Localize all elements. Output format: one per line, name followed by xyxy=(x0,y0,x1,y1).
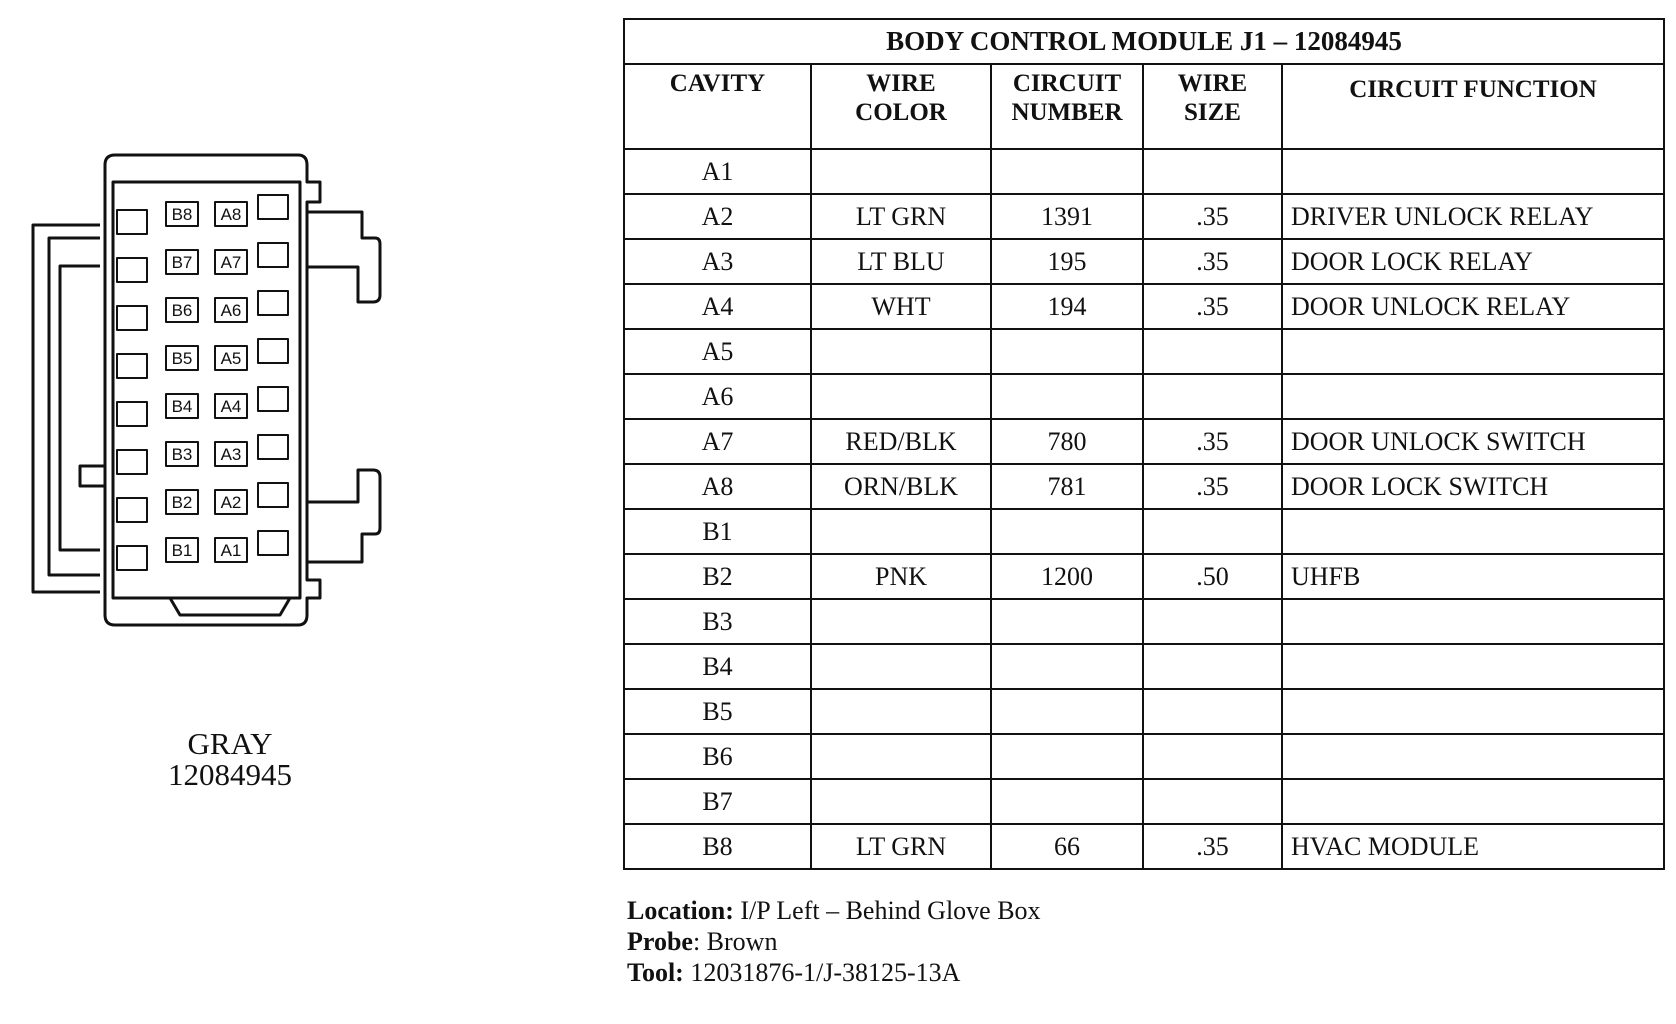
table-row xyxy=(624,419,1664,464)
pinout-table xyxy=(623,18,1665,870)
table-row xyxy=(624,464,1664,509)
cell-wire-color: LT GRN xyxy=(811,194,991,239)
empty-cavity xyxy=(258,291,288,315)
table-row xyxy=(624,644,1664,689)
pin-label-a6: A6 xyxy=(220,301,242,320)
tool-label: Tool: xyxy=(627,958,684,987)
cell-wire-size xyxy=(1143,329,1282,374)
cell-wire-color xyxy=(811,374,991,419)
cell-wire-color: ORN/BLK xyxy=(811,464,991,509)
cell-wire-color xyxy=(811,509,991,554)
header-wire-size xyxy=(1143,64,1282,149)
cell-wire-color: RED/BLK xyxy=(811,419,991,464)
cell-cavity: B5 xyxy=(624,689,811,734)
pin-label-b5: B5 xyxy=(171,349,193,368)
pin-label-a1: A1 xyxy=(220,541,242,560)
cell-wire-color xyxy=(811,779,991,824)
cell-wire-size: .35 xyxy=(1143,419,1282,464)
pin-grid xyxy=(117,195,288,570)
cell-circuit-number: 66 xyxy=(991,824,1143,869)
empty-cavity xyxy=(117,258,147,282)
cell-circuit-function xyxy=(1282,644,1664,689)
cell-circuit-number xyxy=(991,599,1143,644)
connector-bottom-notch xyxy=(170,598,290,615)
empty-cavity xyxy=(117,546,147,570)
connector-caption xyxy=(130,728,330,790)
cell-wire-size: .35 xyxy=(1143,239,1282,284)
cell-circuit-number xyxy=(991,779,1143,824)
cell-wire-size xyxy=(1143,509,1282,554)
cell-circuit-function xyxy=(1282,149,1664,194)
cell-wire-size xyxy=(1143,779,1282,824)
location-label: Location: xyxy=(627,896,734,925)
cell-circuit-function: DOOR LOCK SWITCH xyxy=(1282,464,1664,509)
table-row xyxy=(624,554,1664,599)
cell-cavity: B8 xyxy=(624,824,811,869)
header-circuit-number-line1: CIRCUIT xyxy=(1012,70,1122,97)
table-row xyxy=(624,824,1664,869)
table-row xyxy=(624,149,1664,194)
connector-outer-latch xyxy=(33,225,100,592)
cell-circuit-number: 1200 xyxy=(991,554,1143,599)
tool-value: 12031876-1/J-38125-13A xyxy=(683,958,961,987)
cell-cavity: A4 xyxy=(624,284,811,329)
pin-label-a5: A5 xyxy=(220,349,242,368)
connector-notes xyxy=(627,895,1041,988)
cell-circuit-number: 780 xyxy=(991,419,1143,464)
header-wire-size-line2: SIZE xyxy=(1184,99,1241,126)
pin-label-b4: B4 xyxy=(171,397,193,416)
empty-cavity xyxy=(117,450,147,474)
cell-circuit-function: DOOR UNLOCK SWITCH xyxy=(1282,419,1664,464)
header-wire-color-line1: WIRE xyxy=(866,70,936,97)
cell-wire-size xyxy=(1143,644,1282,689)
connector-color: GRAY xyxy=(187,726,273,761)
connector-right-ear-bottom xyxy=(307,470,380,562)
empty-cavity xyxy=(117,402,147,426)
cell-wire-size xyxy=(1143,599,1282,644)
location-line xyxy=(627,895,1041,926)
cell-cavity: A1 xyxy=(624,149,811,194)
header-wire-size-line1: WIRE xyxy=(1177,70,1248,97)
cell-wire-color xyxy=(811,149,991,194)
cell-circuit-function xyxy=(1282,374,1664,419)
cell-cavity: A6 xyxy=(624,374,811,419)
cell-cavity: B7 xyxy=(624,779,811,824)
cell-circuit-function: DRIVER UNLOCK RELAY xyxy=(1282,194,1664,239)
table-row xyxy=(624,779,1664,824)
header-cavity xyxy=(624,64,811,149)
cell-cavity: B1 xyxy=(624,509,811,554)
header-circuit-number xyxy=(991,64,1143,149)
cell-circuit-number xyxy=(991,329,1143,374)
tool-line xyxy=(627,957,1041,988)
probe-line xyxy=(627,926,1041,957)
pin-label-a8: A8 xyxy=(220,205,242,224)
cell-circuit-function: HVAC MODULE xyxy=(1282,824,1664,869)
cell-circuit-function xyxy=(1282,509,1664,554)
cell-circuit-function: DOOR LOCK RELAY xyxy=(1282,239,1664,284)
cell-wire-color: WHT xyxy=(811,284,991,329)
pin-label-b2: B2 xyxy=(171,493,193,512)
cell-circuit-number xyxy=(991,149,1143,194)
cell-circuit-number: 195 xyxy=(991,239,1143,284)
cell-circuit-function: DOOR UNLOCK RELAY xyxy=(1282,284,1664,329)
cell-circuit-function xyxy=(1282,734,1664,779)
cell-wire-color: LT BLU xyxy=(811,239,991,284)
cell-circuit-function xyxy=(1282,599,1664,644)
empty-cavity xyxy=(258,435,288,459)
table-title: BODY CONTROL MODULE J1 – 12084945 xyxy=(624,19,1664,64)
cell-wire-size: .50 xyxy=(1143,554,1282,599)
cell-wire-size xyxy=(1143,689,1282,734)
cell-wire-color xyxy=(811,329,991,374)
header-cavity-label: CAVITY xyxy=(669,70,766,97)
empty-cavity xyxy=(258,195,288,219)
connector-right-ear-top xyxy=(307,212,380,302)
cell-wire-color xyxy=(811,734,991,779)
cell-cavity: A3 xyxy=(624,239,811,284)
cell-wire-size xyxy=(1143,149,1282,194)
connector-inner-latch xyxy=(49,238,100,575)
cell-circuit-number xyxy=(991,644,1143,689)
cell-circuit-function xyxy=(1282,779,1664,824)
pin-label-a3: A3 xyxy=(220,445,242,464)
pin-label-a2: A2 xyxy=(220,493,242,512)
empty-cavity xyxy=(117,498,147,522)
table-row xyxy=(624,329,1664,374)
table-row xyxy=(624,734,1664,779)
cell-circuit-number: 1391 xyxy=(991,194,1143,239)
table-row xyxy=(624,239,1664,284)
cell-circuit-function xyxy=(1282,329,1664,374)
table-row xyxy=(624,284,1664,329)
header-circuit-function-label: CIRCUIT FUNCTION xyxy=(1349,76,1597,103)
probe-label: Probe xyxy=(627,927,693,956)
probe-value: : Brown xyxy=(692,927,778,956)
pin-label-a7: A7 xyxy=(220,253,242,272)
location-value: I/P Left – Behind Glove Box xyxy=(733,896,1041,925)
pin-label-b6: B6 xyxy=(171,301,193,320)
cell-circuit-function xyxy=(1282,689,1664,734)
connector-body-inner xyxy=(113,182,300,598)
connector-part-number: 12084945 xyxy=(168,757,292,792)
header-circuit-number-line2: NUMBER xyxy=(1011,99,1123,126)
pin-label-b8: B8 xyxy=(171,205,193,224)
cell-circuit-number: 194 xyxy=(991,284,1143,329)
cell-cavity: A2 xyxy=(624,194,811,239)
cell-wire-size xyxy=(1143,374,1282,419)
cell-cavity: B2 xyxy=(624,554,811,599)
table-row xyxy=(624,374,1664,419)
table-row xyxy=(624,599,1664,644)
table-row xyxy=(624,509,1664,554)
cell-wire-color: LT GRN xyxy=(811,824,991,869)
header-wire-color-line2: COLOR xyxy=(855,99,947,126)
connector-drawing xyxy=(20,150,440,680)
pin-label-a4: A4 xyxy=(220,397,242,416)
cell-wire-size: .35 xyxy=(1143,284,1282,329)
table-row xyxy=(624,194,1664,239)
cell-wire-size: .35 xyxy=(1143,194,1282,239)
table-row xyxy=(624,689,1664,734)
cell-circuit-number xyxy=(991,689,1143,734)
cell-wire-color xyxy=(811,599,991,644)
cell-wire-size xyxy=(1143,734,1282,779)
cell-circuit-function: UHFB xyxy=(1282,554,1664,599)
pin-label-b7: B7 xyxy=(171,253,193,272)
pin-label-b1: B1 xyxy=(171,541,193,560)
cell-cavity: A5 xyxy=(624,329,811,374)
connector-inner-line xyxy=(60,266,100,550)
empty-cavity xyxy=(258,387,288,411)
connector-left-tab xyxy=(80,466,105,486)
cell-circuit-number xyxy=(991,374,1143,419)
cell-wire-size: .35 xyxy=(1143,464,1282,509)
header-wire-color xyxy=(811,64,991,149)
header-circuit-function xyxy=(1282,64,1664,149)
empty-cavity xyxy=(258,339,288,363)
cell-cavity: B3 xyxy=(624,599,811,644)
cell-cavity: A8 xyxy=(624,464,811,509)
empty-cavity xyxy=(258,483,288,507)
cell-wire-color xyxy=(811,644,991,689)
cell-circuit-number xyxy=(991,734,1143,779)
cell-cavity: B4 xyxy=(624,644,811,689)
empty-cavity xyxy=(117,354,147,378)
cell-circuit-number xyxy=(991,509,1143,554)
cell-cavity: A7 xyxy=(624,419,811,464)
empty-cavity xyxy=(117,210,147,234)
pin-label-b3: B3 xyxy=(171,445,193,464)
cell-cavity: B6 xyxy=(624,734,811,779)
empty-cavity xyxy=(258,531,288,555)
empty-cavity xyxy=(117,306,147,330)
empty-cavity xyxy=(258,243,288,267)
cell-wire-color xyxy=(811,689,991,734)
connector-diagram xyxy=(20,150,440,680)
cell-wire-size: .35 xyxy=(1143,824,1282,869)
cell-circuit-number: 781 xyxy=(991,464,1143,509)
cell-wire-color: PNK xyxy=(811,554,991,599)
